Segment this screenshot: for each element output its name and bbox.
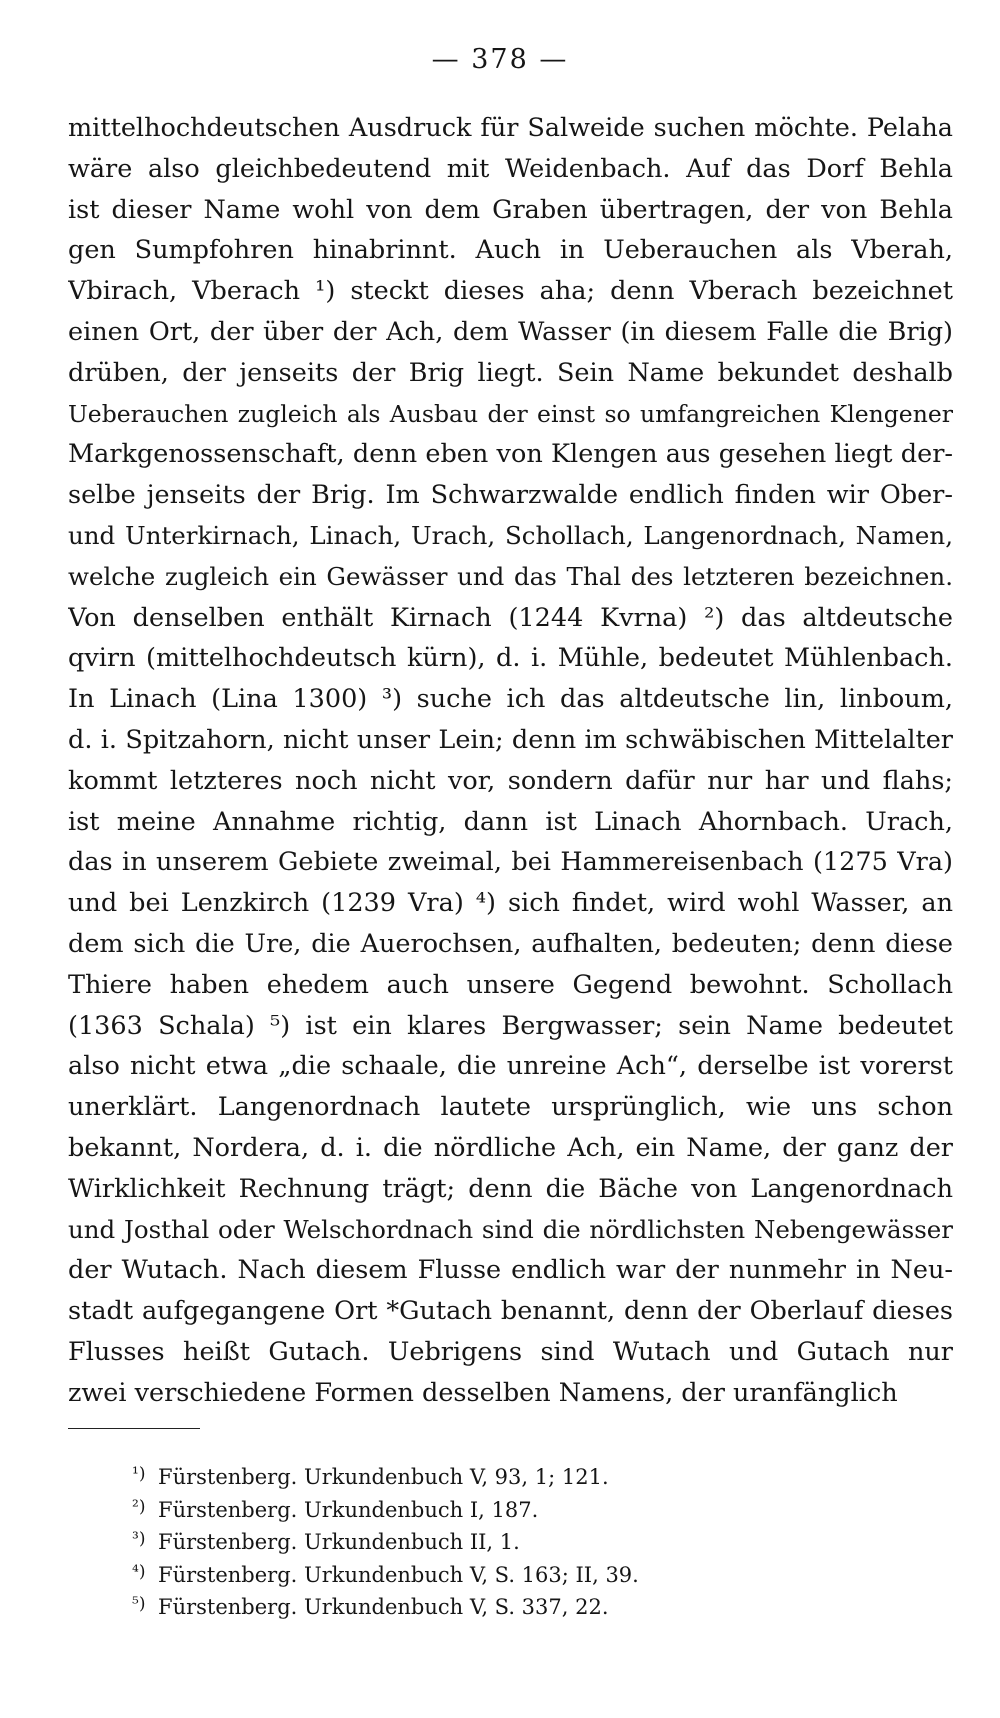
text-line: kommt letzteres noch nicht vor, sondern dafür nur har und flahs;: [68, 765, 953, 796]
text-line: selbe jenseits der Brig. Im Schwarzwalde endlich finden wir Ober-: [68, 480, 953, 511]
text-line: Ueberauchen zugleich als Ausbau der einst so umfangreichen Klengener: [68, 399, 953, 428]
footnote-divider: [68, 1428, 200, 1429]
text-line: Von denselben enthält Kirnach (1244 Kvrna) ²) das altdeutsche: [68, 602, 953, 633]
text-line: einen Ort, der über der Ach, dem Wasser (in diesem Falle die Brig): [68, 316, 953, 347]
text-line: welche zugleich ein Gewässer und das Thal des letzteren bezeichnen.: [68, 561, 953, 591]
footnote: [132, 1588, 639, 1621]
page-number: — 378 —: [431, 44, 569, 75]
text-line: Thiere haben ehedem auch unsere Gegend bewohnt. Schollach: [68, 969, 953, 1000]
text-line: Vbirach, Vberach ¹) steckt dieses aha; denn Vberach bezeichnet: [68, 276, 953, 307]
text-line: wäre also gleichbedeutend mit Weidenbach. Auf das Dorf Behla: [68, 153, 953, 184]
text-line: dem sich die Ure, die Auerochsen, aufhalten, bedeuten; denn diese: [68, 928, 953, 959]
footnote-mark: ²): [132, 1496, 146, 1517]
text-line: unerklärt. Langenordnach lautete ursprünglich, wie uns schon: [68, 1092, 953, 1123]
footnote: [132, 1491, 639, 1524]
text-line: Wirklichkeit Rechnung trägt; denn die Bäche von Langenordnach: [68, 1173, 953, 1204]
footnote-mark: ¹): [132, 1464, 146, 1484]
footnote: [132, 1556, 639, 1589]
footnote-text: Fürstenberg. Urkundenbuch V, S. 163; II, 39.: [158, 1562, 639, 1587]
text-line: gen Sumpfohren hinabrinnt. Auch in Ueberauchen als Vberah,: [68, 235, 953, 266]
text-line: und bei Lenzkirch (1239 Vra) ⁴) sich findet, wird wohl Wasser, an: [68, 888, 953, 919]
footnote-text: Fürstenberg. Urkundenbuch I, 187.: [158, 1497, 539, 1522]
footnote: [132, 1523, 639, 1556]
text-line: (1363 Schala) ⁵) ist ein klares Bergwasser; sein Name bedeutet: [68, 1010, 953, 1041]
footnote-text: Fürstenberg. Urkundenbuch V, S. 337, 22.: [158, 1595, 609, 1619]
footnote-mark: ⁴): [132, 1561, 146, 1582]
text-line: stadt aufgegangene Ort *Gutach benannt, denn der Oberlauf dieses: [68, 1296, 953, 1327]
footnotes: [132, 1458, 639, 1621]
text-line: und Unterkirnach, Linach, Urach, Schollach, Langenordnach, Namen,: [68, 520, 953, 550]
text-line: mittelhochdeutschen Ausdruck für Salweide suchen möchte. Pelaha: [68, 113, 953, 143]
text-line: drüben, der jenseits der Brig liegt. Sein Name bekundet deshalb: [68, 357, 953, 388]
text-line: und Josthal oder Welschordnach sind die nördlichsten Nebengewässer: [68, 1214, 953, 1244]
text-line: zwei verschiedene Formen desselben Namens, der uranfänglich: [68, 1377, 898, 1408]
text-line: d. i. Spitzahorn, nicht unser Lein; denn im schwäbischen Mittelalter: [68, 724, 953, 755]
text-line: Markgenossenschaft, denn eben von Klengen aus gesehen liegt der-: [68, 439, 953, 470]
footnote-mark: ⁵): [132, 1594, 146, 1614]
text-line: ist dieser Name wohl von dem Graben übertragen, der von Behla: [68, 194, 953, 225]
footnote-text: Fürstenberg. Urkundenbuch II, 1.: [158, 1530, 520, 1554]
text-line: ist meine Annahme richtig, dann ist Linach Ahornbach. Urach,: [68, 806, 953, 837]
text-line: bekannt, Nordera, d. i. die nördliche Ach, ein Name, der ganz der: [68, 1132, 953, 1163]
text-line: der Wutach. Nach diesem Flusse endlich war der nunmehr in Neu-: [68, 1255, 953, 1286]
text-line: also nicht etwa „die schaale, die unreine Ach“, derselbe ist vorerst: [68, 1051, 953, 1082]
footnote-mark: ³): [132, 1529, 146, 1549]
footnote: [132, 1458, 639, 1491]
text-line: Flusses heißt Gutach. Uebrigens sind Wutach und Gutach nur: [68, 1336, 953, 1367]
body-text: [68, 108, 953, 1414]
text-line: qvirn (mittelhochdeutsch kürn), d. i. Mühle, bedeutet Mühlenbach.: [68, 643, 953, 674]
text-line: das in unserem Gebiete zweimal, bei Hammereisenbach (1275 Vra): [68, 847, 953, 878]
footnote-text: Fürstenberg. Urkundenbuch V, 93, 1; 121.: [158, 1465, 609, 1489]
text-line: In Linach (Lina 1300) ³) suche ich das altdeutsche lin, linboum,: [68, 684, 953, 715]
